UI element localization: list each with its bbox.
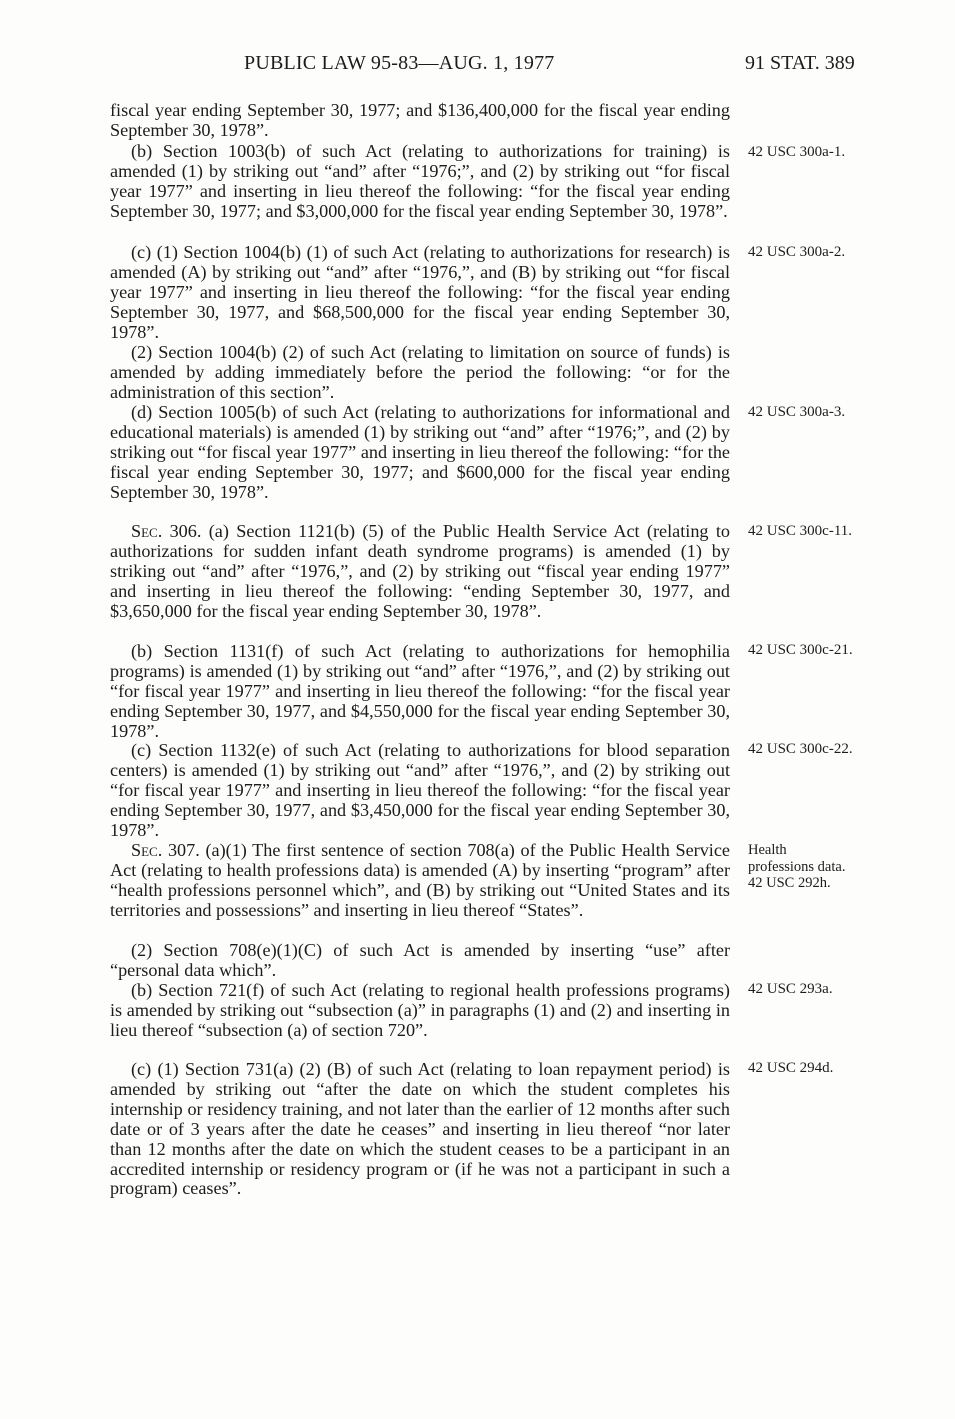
paragraph-sec305-c1: (c) (1) Section 1004(b) (1) of such Act (relating to authorizations for research) is amended (A) by striking out “and” after “1976,”, and (B) by striking out “for fiscal year 1977” and inserting in lieu thereof the following: “for the fiscal year ending September 30, 1977, and $68,500,000 for the fiscal year ending September 30, 1978”. (110, 242, 730, 342)
sec306-a-text: (a) Section 1121(b) (5) of the Public Health Service Act (relating to authorizations for sudden infant death syndrome programs) is amended (1) by striking out “and” after “1976,”, and (2) by striking out “fiscal year ending 1977” and inserting in lieu thereof the following: “ending September 30, 1977, and $3,650,000 for the fiscal year ending September 30, 1978”. (110, 521, 730, 621)
section-label-306: Sec. 306. (131, 521, 202, 541)
margin-citation-300a-3: 42 USC 300a-3. (748, 404, 846, 420)
margin-citation-300c-22: 42 USC 300c-22. (748, 741, 853, 757)
margin-citation-294d: 42 USC 294d. (748, 1060, 834, 1076)
margin-citation-300a-1: 42 USC 300a-1. (748, 144, 846, 160)
margin-note-health-line2: professions data. (748, 858, 846, 875)
paragraph-sec307-a2: (2) Section 708(e)(1)(C) of such Act is amended by inserting “use” after “personal data which”. (110, 940, 730, 980)
paragraph-sec306-a (110, 522, 730, 622)
paragraph-sec305-b: (b) Section 1003(b) of such Act (relating to authorizations for training) is amended (1) by striking out “and” after “1976;”, and (2) by striking out “for fiscal year 1977” and inserting in lieu thereof the following: “for the fiscal year ending September 30, 1977; and $3,000,000 for the fiscal year ending September 30, 1978”. (110, 141, 730, 221)
paragraph-sec305-c2: (2) Section 1004(b) (2) of such Act (relating to limitation on source of funds) is amended by adding immediately before the period the following: “or for the administration of this section”. (110, 342, 730, 402)
margin-citation-300c-21: 42 USC 300c-21. (748, 642, 853, 658)
margin-citation-300c-11: 42 USC 300c-11. (748, 523, 853, 539)
margin-note-health-professions-data (748, 842, 938, 892)
paragraph-sec307-c1: (c) (1) Section 731(a) (2) (B) of such Act (relating to loan repayment period) is amended by striking out “after the date on which the student completes his internship or residency training, and not later than the earlier of 12 months after such date or of 3 years after the date he ceases” and inserting in lieu thereof “nor later than 12 months after the date on which the student ceases to be a participant in an accredited internship or residency program or (if he was not a participant in such a program) ceases”. (110, 1059, 730, 1199)
margin-note-health-line1: Health (748, 842, 787, 858)
paragraph-sec305-d: (d) Section 1005(b) of such Act (relating to authorizations for informational and educational materials) is amended (1) by striking out “and” after “1976;”, and (2) by striking out “for fiscal year 1977” and inserting in lieu thereof the following: “for the fiscal year ending September 30, 1977; and $600,000 for the fiscal year ending September 30, 1978”. (110, 402, 730, 502)
page-header-stat: 91 STAT. 389 (745, 52, 855, 74)
margin-citation-300a-2: 42 USC 300a-2. (748, 244, 846, 260)
sec307-a1-text: (a)(1) The first sentence of section 708(a) of the Public Health Service Act (relating to health professions data) is amended (A) by inserting “program” after “health professions personnel which”, and (B) by striking out “United States and its territories and possessions” and inserting in lieu thereof “States”. (110, 840, 731, 920)
page-header-title: PUBLIC LAW 95-83—AUG. 1, 1977 (244, 52, 555, 74)
paragraph-continuation: fiscal year ending September 30, 1977; and $136,400,000 for the fiscal year ending September 30, 1978”. (110, 100, 730, 140)
margin-note-health-line3: 42 USC 292h. (748, 875, 831, 891)
paragraph-sec307-b: (b) Section 721(f) of such Act (relating to regional health professions programs) is amended by striking out “subsection (a)” in paragraphs (1) and (2) and inserting in lieu thereof “subsection (a) of section 720”. (110, 980, 730, 1040)
paragraph-sec306-c: (c) Section 1132(e) of such Act (relating to authorizations for blood separation centers) is amended (1) by striking out “and” after “1976,”, and (2) by striking out “for fiscal year 1977” and inserting in lieu thereof the following: “for the fiscal year ending September 30, 1977, and $3,450,000 for the fiscal year ending September 30, 1978”. (110, 740, 730, 840)
paragraph-sec307-a1 (110, 841, 730, 921)
paragraph-sec306-b: (b) Section 1131(f) of such Act (relating to authorizations for hemophilia programs) is amended (1) by striking out “and” after “1976,”, and (2) by striking out “for fiscal year 1977” and inserting in lieu thereof the following: “for the fiscal year ending September 30, 1977, and $4,550,000 for the fiscal year ending September 30, 1978”. (110, 641, 730, 741)
section-label-307: Sec. 307. (131, 840, 200, 860)
margin-citation-293a: 42 USC 293a. (748, 981, 833, 997)
